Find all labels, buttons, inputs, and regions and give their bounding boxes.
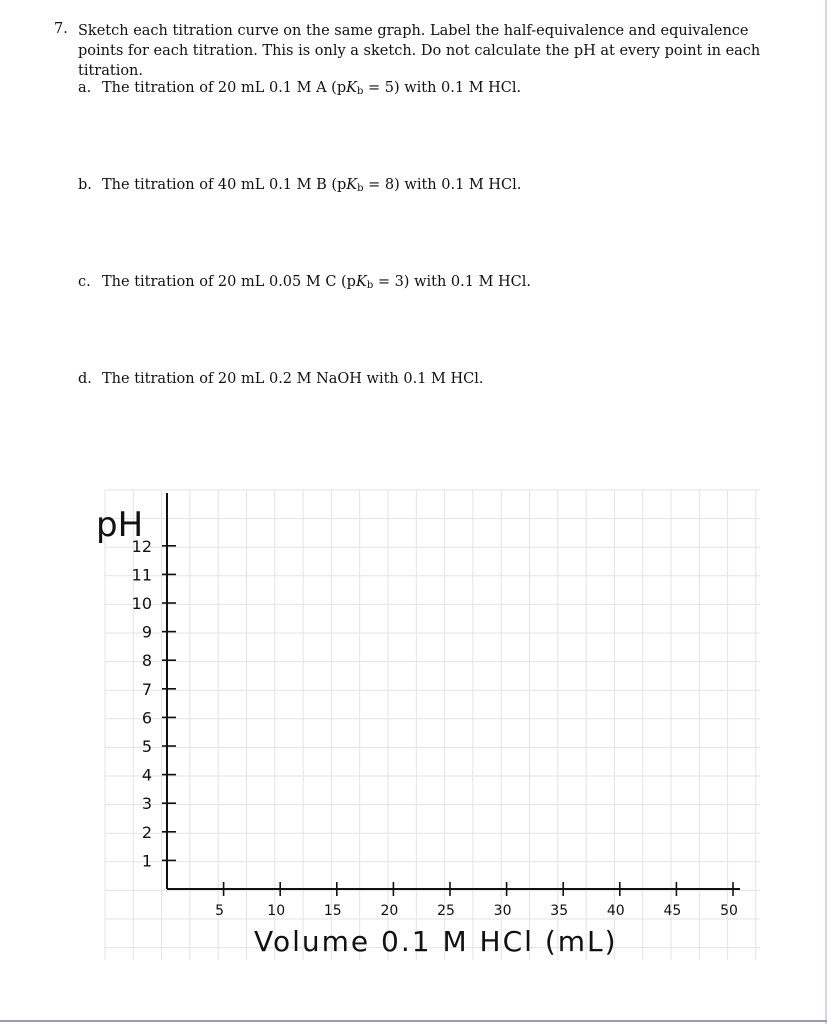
y-tick-label: 10 (131, 594, 152, 613)
y-tick-label: 12 (131, 536, 152, 556)
x-tick-label: 35 (550, 903, 569, 919)
y-tick-label: 11 (131, 565, 152, 585)
part-a: a. The titration of 20 mL 0.1 M A $(pK_b = 5)$ with 0.1 M HCl. (78, 80, 522, 97)
x-tick-label: 25 (437, 903, 455, 919)
y-tick-label: 1 (141, 851, 152, 871)
part-c: c. The titration of 20 mL 0.05 M C $(pK_b = 3)$ with 0.1 M HCl. (78, 274, 532, 291)
page-divider (0, 1020, 827, 1022)
part-d: d. The titration of 20 mL 0.2 M NaOH with 0.1 M HCl. (78, 371, 484, 387)
x-tick-label: 20 (380, 903, 399, 919)
y-tick-label: 7 (141, 679, 152, 699)
y-axis-label: pH (96, 505, 144, 545)
x-axis-label: Volume 0.1 M HCl (mL) (254, 925, 618, 958)
x-tick-label: 30 (493, 903, 512, 919)
y-tick-label: 6 (141, 708, 152, 728)
y-tick-label: 4 (141, 765, 152, 785)
x-tick-label: 5 (215, 903, 225, 919)
x-tick-label: 15 (323, 903, 342, 919)
y-tick-label: 8 (141, 651, 152, 671)
y-tick-label: 5 (141, 737, 152, 756)
x-tick-label: 45 (663, 903, 682, 919)
x-tick-label: 40 (606, 903, 625, 919)
y-tick-label: 3 (141, 794, 152, 814)
y-tick-label: 9 (141, 622, 152, 642)
question-text: Sketch each titration curve on the same graph. Label the half-equivalence and equivalence points for each titration. This is only a sketch. Do not calculate the pH at every point in each titration. (78, 23, 761, 79)
part-b: b. The titration of 40 mL 0.1 M B $(pK_b = 8)$ with 0.1 M HCl. (78, 177, 522, 194)
x-tick-label: 50 (720, 903, 738, 919)
question-number: 7. (54, 21, 68, 37)
y-tick-label: 2 (141, 822, 152, 842)
x-tick-label: 10 (267, 903, 286, 919)
